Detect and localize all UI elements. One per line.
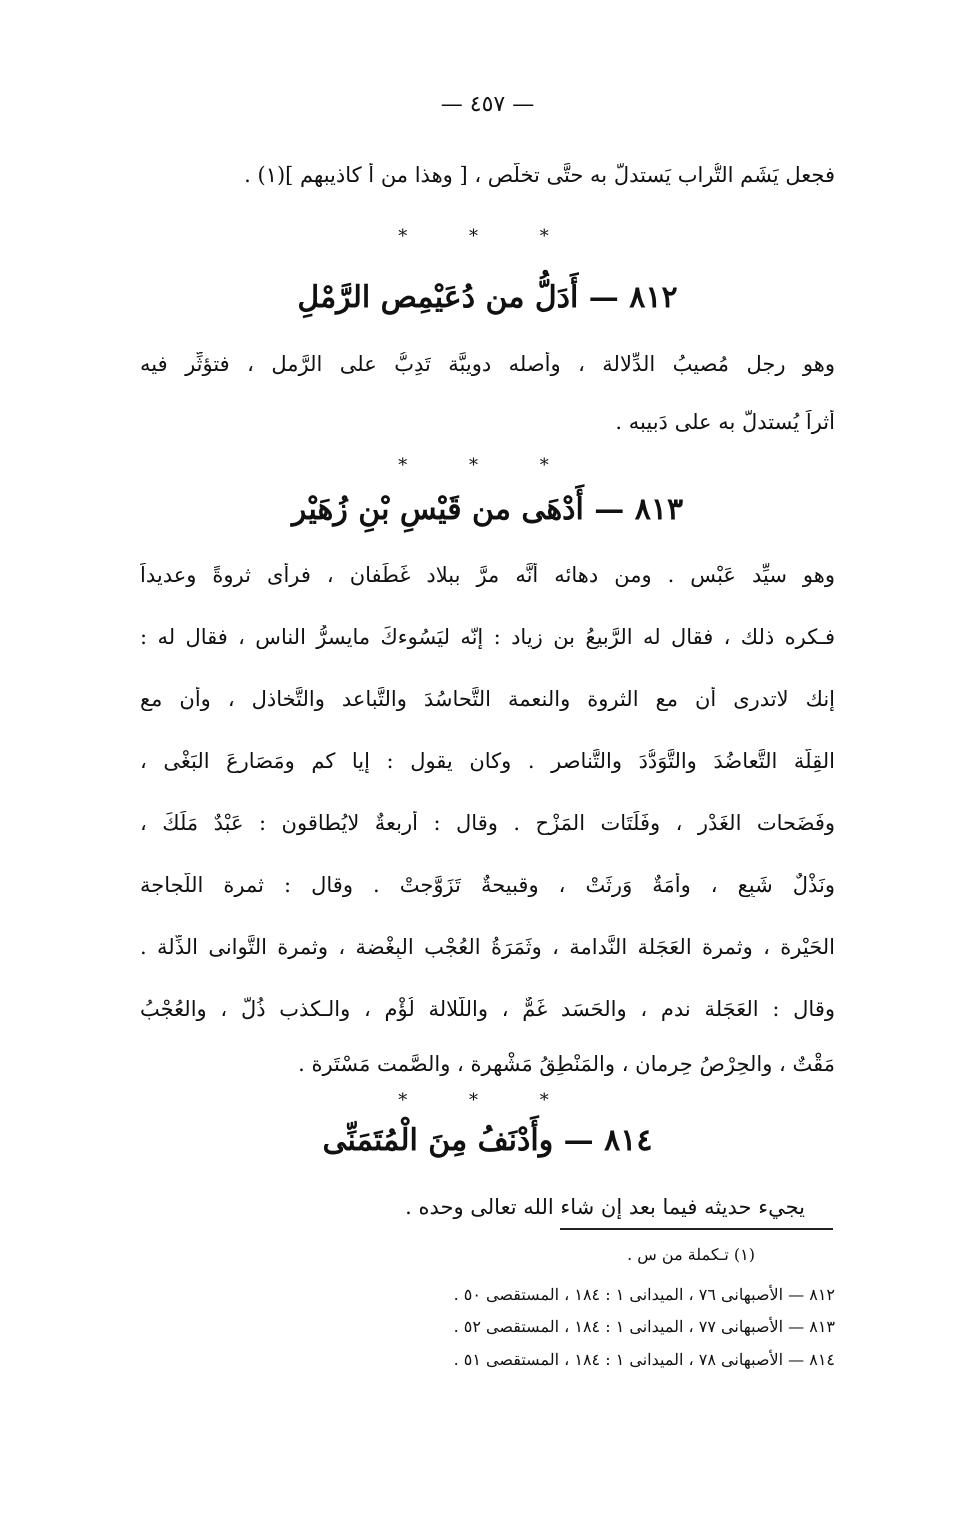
intro-line: فجعل يَشَم التُّراب يَستدلُّ به حتَّى تخلّص ، [ وهذا من أ كاذيبهم ](١) . <box>244 163 835 187</box>
footnote-812: ٨١٢ — الأصبهانى ٧٦ ، الميدانى ١ : ١٨٤ ، المستقصى ٥٠ . <box>453 1285 835 1304</box>
text-line: يجيء حديثه فيما بعد إن شاء الله تعالى وحده . <box>405 1195 805 1219</box>
text-line: أثراً يُستدلُّ به على دَبيبه . <box>615 410 835 434</box>
text-line: الحَيْرة ، وثمرة العَجَلة النَّدامة ، وثَمَرَةُ العُجْب البِغْضة ، وثمرة التَّوانى الذِّلة . <box>140 935 835 959</box>
text-line: القِلَّة التَّعاضُدَ والتَّوَدُّدَ والتَّناصر . وكان يقول : إيا كم ومَصَارِعَ البَغْى ، <box>140 749 835 773</box>
section-divider-stars: * * * <box>398 455 577 476</box>
page-number: — ٤٥٧ — <box>440 92 535 117</box>
footnote-814: ٨١٤ — الأصبهانى ٧٨ ، الميدانى ١ : ١٨٤ ، المستقصى ٥١ . <box>453 1350 835 1369</box>
text-line: وهو رجل مُصيبُ الدِّلالة ، وأصله دويبَّة تَدِبُّ على الرَّمل ، فتؤثِّر فيه <box>140 352 835 376</box>
text-line: ونَذْلٌ شَبِع ، وأَمَةٌ وَرِثَتْ ، وقبيحةٌ تَزَوَّجتْ . وقال : ثمرة اللَّجاجة <box>140 873 835 897</box>
proverb-heading-812: ٨١٢ — أَدَلُّ من دُعَيْمِص الرَّمْلِ <box>297 280 678 315</box>
text-line: وهو سيِّد عَبْس . ومن دهائه أنَّه مرَّ ببلاد غَطَفان ، فرأى ثروةً وعديداً <box>140 563 835 587</box>
section-divider-stars: * * * <box>398 226 577 247</box>
text-line: إنك لاتدرى أن مع الثروة والنعمة التَّحاسُدَ والتَّباعد والتَّخاذل ، وأن مع <box>140 687 835 711</box>
section-divider-stars: * * * <box>398 1090 577 1111</box>
footnote-separator <box>560 1228 833 1230</box>
footnote-1: (١) تـكملة من س . <box>627 1245 755 1264</box>
text-line: وقال : العَجَلة ندم ، والحَسَد غَمٌّ ، واللَّلالة لُؤْم ، والـكذب ذُلٌّ ، والعُجْبُ <box>140 997 835 1021</box>
proverb-heading-813: ٨١٣ — أَدْهَى من قَيْسِ بْنِ زُهَيْر <box>291 492 684 527</box>
text-line: وفَضَحات الغَدْر ، وفَلَتَات المَزْح . وقال : أربعةٌ لايُطاقون : عَبْدٌ مَلَكَ ، <box>140 811 835 835</box>
footnote-813: ٨١٣ — الأصبهانى ٧٧ ، الميدانى ١ : ١٨٤ ، المستقصى ٥٢ . <box>453 1317 835 1336</box>
proverb-heading-814: ٨١٤ — وأَدْنَفُ مِنَ الْمُتَمَنِّى <box>322 1123 653 1158</box>
text-line: فـكره ذلك ، فقال له الرَّبيعُ بن زياد : إنّه ليَسُوءكَ مايسرُّ الناس ، فقال له : <box>140 625 835 649</box>
text-line: مَقْتٌ ، والحِرْصُ حِرمان ، والمَنْطِقُ مَشْهرة ، والصَّمت مَسْتَرة . <box>298 1052 835 1076</box>
